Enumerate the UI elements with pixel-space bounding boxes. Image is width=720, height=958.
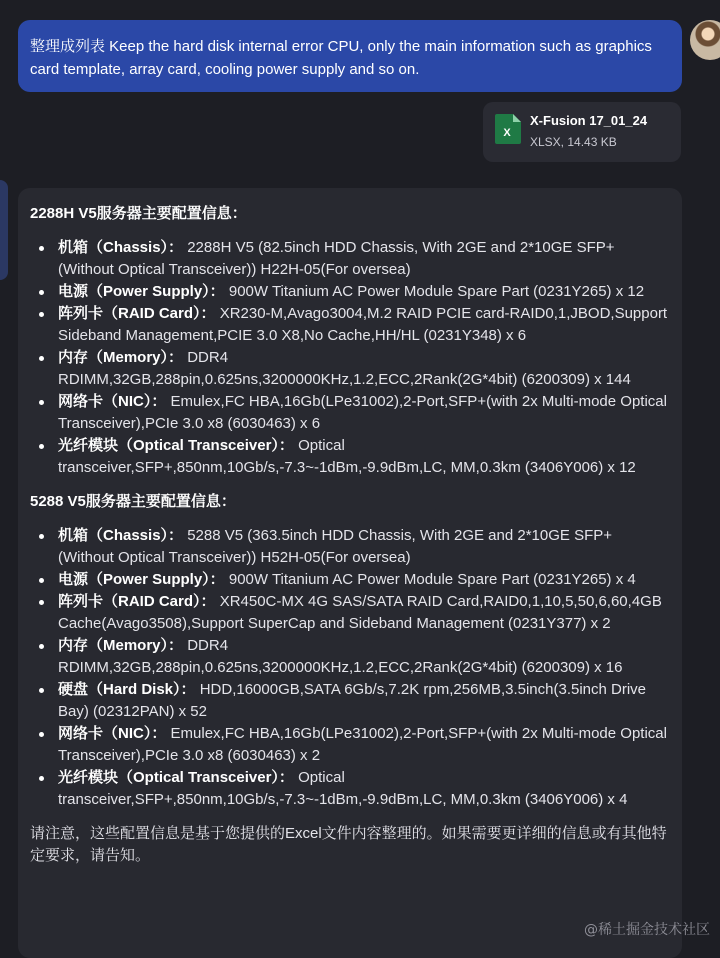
list-item — [58, 435, 670, 479]
item-value: 5288 V5 (363.5inch HDD Chassis, With 2GE and 2*10GE SFP+ (Without Optical Transceiver)) H52H-05(For oversea) — [58, 527, 613, 566]
list-item — [58, 569, 670, 591]
item-label: 光纤模块（Optical Transceiver）： — [58, 769, 294, 786]
item-value: Emulex,FC HBA,16Gb(LPe31002),2-Port,SFP+(with 2x Multi-mode Optical Transceiver),PCIe 3.0 x8 (6030463) x 2 — [58, 725, 667, 764]
item-label: 电源（Power Supply）： — [58, 283, 225, 300]
item-value: 900W Titanium AC Power Module Spare Part (0231Y265) x 4 — [228, 571, 636, 588]
watermark: @稀土掘金技术社区 — [584, 922, 710, 938]
user-message — [18, 20, 682, 92]
user-avatar[interactable] — [690, 20, 720, 60]
list-item — [58, 303, 670, 347]
list-item — [58, 281, 670, 303]
item-value: XR230-M,Avago3004,M.2 RAID PCIE card-RAID0,1,JBOD,Support Sideband Management,PCIE 3.0 X8,No Cache,HH/HL (0231Y348) x 6 — [58, 305, 668, 344]
list-item — [58, 679, 670, 723]
item-value: 2288H V5 (82.5inch HDD Chassis, With 2GE and 2*10GE SFP+ (Without Optical Transceiver)) H22H-05(For oversea) — [58, 239, 615, 278]
item-value: Optical transceiver,SFP+,850nm,10Gb/s,-7.3~-1dBm,-9.9dBm,LC, MM,0.3km (3406Y006) x 12 — [58, 437, 636, 476]
excel-icon-letter: X — [503, 127, 511, 139]
item-label: 硬盘（Hard Disk）： — [58, 681, 196, 698]
excel-file-icon — [495, 114, 521, 144]
item-label: 阵列卡（RAID Card）： — [58, 593, 216, 610]
item-value: XR450C-MX 4G SAS/SATA RAID Card,RAID0,1,10,5,50,6,60,4GB Cache(Avago3508),Support SuperCap and Sideband Management (0231Y377) x 2 — [58, 593, 662, 632]
attachment-name: X-Fusion 17_01_24 — [530, 113, 648, 128]
closing-note: 请注意，这些配置信息是基于您提供的Excel文件内容整理的。如果需要更详细的信息或有其他特定要求，请告知。 — [30, 825, 667, 864]
item-label: 网络卡（NIC）： — [58, 393, 167, 410]
item-label: 网络卡（NIC）： — [58, 725, 167, 742]
list-item — [58, 591, 670, 635]
item-value: DDR4 RDIMM,32GB,288pin,0.625ns,3200000KHz,1.2,ECC,2Rank(2G*4bit) (6200309) x 16 — [58, 637, 623, 676]
section-title: 2288H V5服务器主要配置信息： — [30, 205, 247, 222]
list-item — [58, 635, 670, 679]
list-item — [58, 767, 670, 811]
list-item — [58, 347, 670, 391]
item-value: 900W Titanium AC Power Module Spare Part (0231Y265) x 12 — [228, 283, 645, 300]
sidebar-edge — [0, 180, 8, 280]
item-value: Emulex,FC HBA,16Gb(LPe31002),2-Port,SFP+(with 2x Multi-mode Optical Transceiver),PCIe 3.0 x8 (6030463) x 6 — [58, 393, 667, 432]
item-label: 电源（Power Supply）： — [58, 571, 225, 588]
item-value: Optical transceiver,SFP+,850nm,10Gb/s,-7.3~-1dBm,-9.9dBm,LC, MM,0.3km (3406Y006) x 4 — [58, 769, 628, 808]
item-label: 机箱（Chassis）： — [58, 239, 184, 256]
item-label: 机箱（Chassis）： — [58, 527, 184, 544]
user-message-text: 整理成列表 Keep the hard disk internal error CPU, only the main information such as graphics card template, array card, cooling power supply and so on. — [30, 38, 652, 78]
list-item — [58, 723, 670, 767]
attachment-meta: XLSX, 14.43 KB — [530, 135, 617, 149]
config-list — [30, 525, 670, 811]
assistant-reply — [18, 188, 682, 958]
list-item — [58, 237, 670, 281]
section-title: 5288 V5服务器主要配置信息： — [30, 493, 236, 510]
list-item — [58, 391, 670, 435]
item-value: HDD,16000GB,SATA 6Gb/s,7.2K rpm,256MB,3.5inch(3.5inch Drive Bay) (02312PAN) x 52 — [58, 681, 647, 720]
config-list — [30, 237, 670, 479]
item-label: 内存（Memory）： — [58, 637, 184, 654]
item-label: 光纤模块（Optical Transceiver）： — [58, 437, 294, 454]
item-label: 阵列卡（RAID Card）： — [58, 305, 216, 322]
item-value: DDR4 RDIMM,32GB,288pin,0.625ns,3200000KHz,1.2,ECC,2Rank(2G*4bit) (6200309) x 144 — [58, 349, 631, 388]
list-item — [58, 525, 670, 569]
item-label: 内存（Memory）： — [58, 349, 184, 366]
attachment-card[interactable] — [483, 102, 681, 162]
